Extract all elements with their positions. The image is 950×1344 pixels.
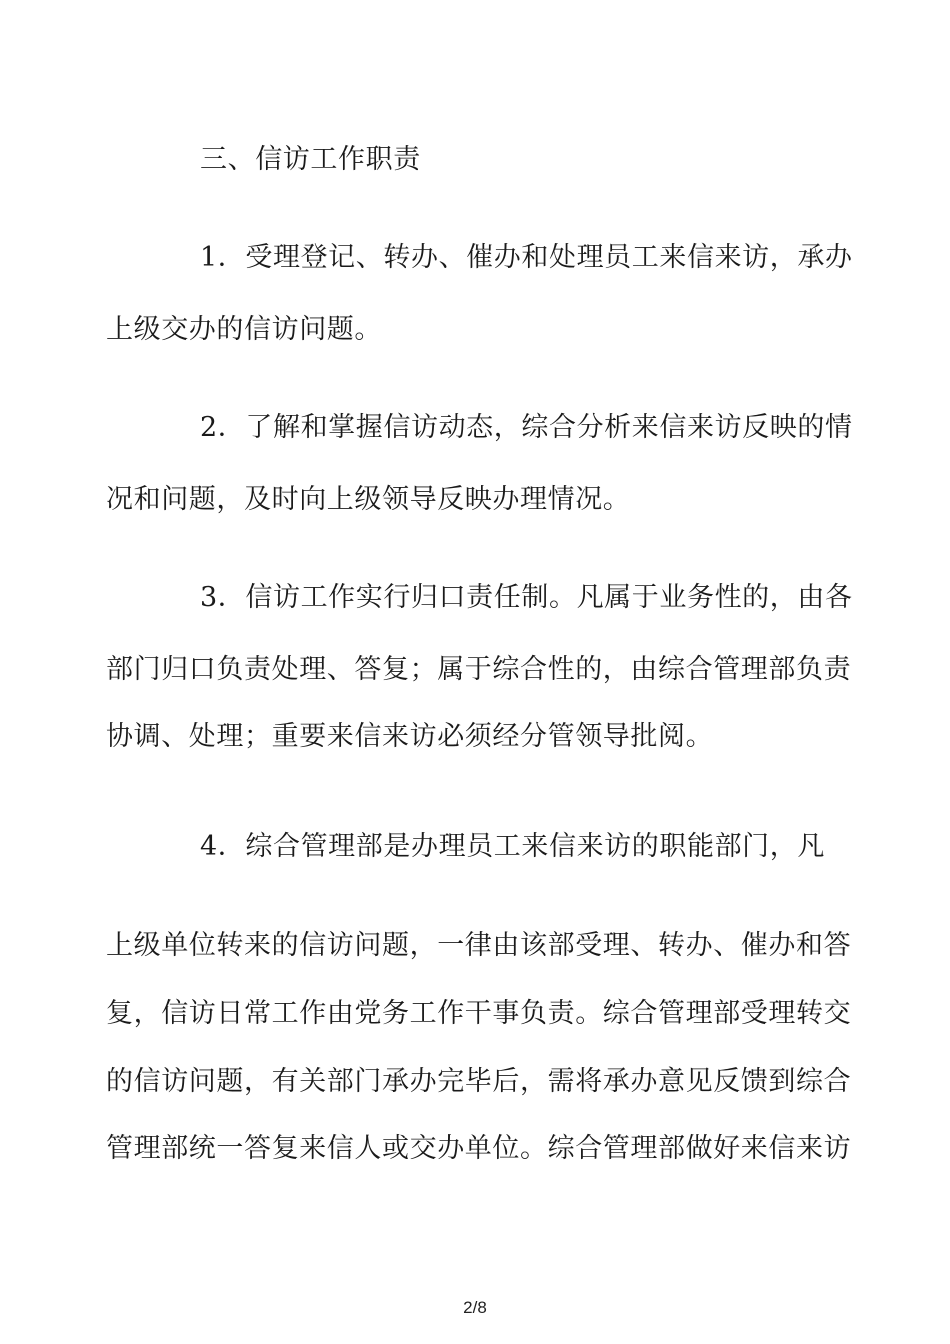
section-heading: 三、信访工作职责: [200, 144, 421, 175]
paragraph-line: 上级单位转来的信访问题，一律由该部受理、转办、催办和答: [106, 930, 852, 961]
paragraph-line: 上级交办的信访问题。: [106, 314, 382, 345]
paragraph-line: 复，信访日常工作由党务工作干事负责。综合管理部受理转交: [106, 998, 852, 1029]
paragraph-line: 3．信访工作实行归口责任制。凡属于业务性的，由各: [200, 582, 853, 613]
paragraph-line: 管理部统一答复来信人或交办单位。综合管理部做好来信来访: [106, 1133, 852, 1164]
paragraph-line: 况和问题，及时向上级领导反映办理情况。: [106, 484, 631, 515]
page-number: 2/8: [463, 1298, 487, 1317]
paragraph-line: 2．了解和掌握信访动态，综合分析来信来访反映的情: [200, 412, 853, 443]
paragraph-line: 1．受理登记、转办、催办和处理员工来信来访，承办: [200, 242, 853, 273]
paragraph-line: 协调、处理；重要来信来访必须经分管领导批阅。: [106, 721, 714, 752]
paragraph-line: 的信访问题，有关部门承办完毕后，需将承办意见反馈到综合: [106, 1066, 852, 1097]
paragraph-line: 4．综合管理部是办理员工来信来访的职能部门，凡: [200, 831, 825, 862]
paragraph-line: 部门归口负责处理、答复；属于综合性的，由综合管理部负责: [106, 654, 852, 685]
